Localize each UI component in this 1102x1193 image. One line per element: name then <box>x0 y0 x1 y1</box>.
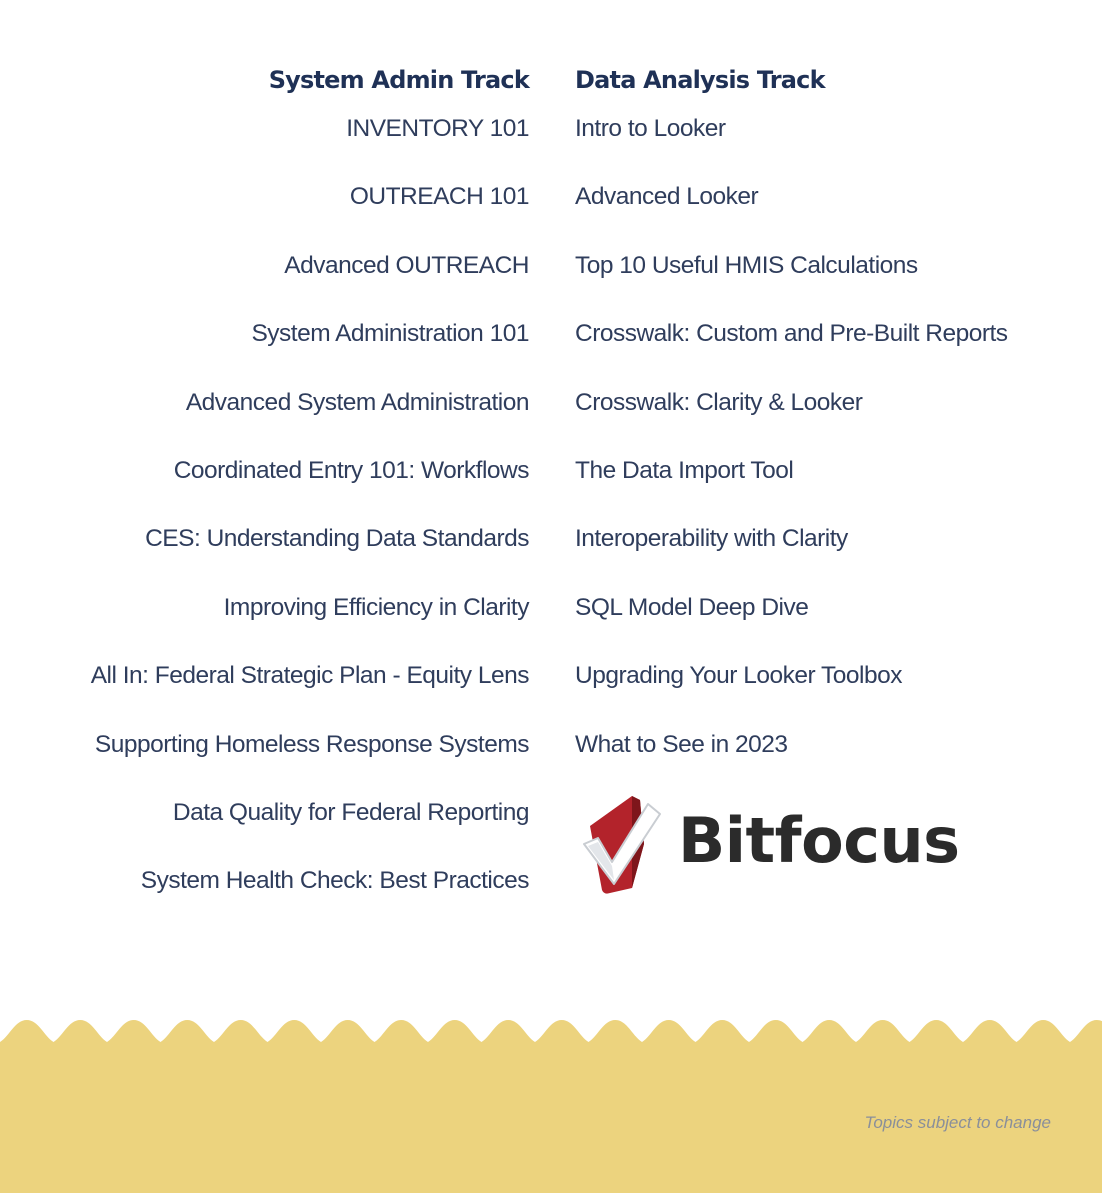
admin-topic: System Health Check: Best Practices <box>140 867 529 895</box>
data-track-heading: Data Analysis Track <box>575 66 825 94</box>
data-track-list <box>575 114 1008 798</box>
admin-topic: Coordinated Entry 101: Workflows <box>173 456 529 484</box>
admin-topic: System Administration 101 <box>251 320 529 348</box>
admin-track-list <box>91 114 529 935</box>
data-topic: Crosswalk: Clarity & Looker <box>575 388 863 416</box>
data-topic: Advanced Looker <box>575 183 759 211</box>
data-topic: SQL Model Deep Dive <box>575 593 809 621</box>
data-topic: Crosswalk: Custom and Pre-Built Reports <box>575 320 1008 348</box>
data-topic: Interoperability with Clarity <box>575 525 848 553</box>
admin-topic: Data Quality for Federal Reporting <box>172 798 529 826</box>
disclaimer-note: Topics subject to change <box>864 1113 1051 1132</box>
admin-topic: Improving Efficiency in Clarity <box>223 593 529 621</box>
checkmark-logo-icon <box>580 792 670 896</box>
admin-topic: OUTREACH 101 <box>349 183 529 211</box>
admin-topic: Advanced System Administration <box>185 388 529 416</box>
bitfocus-logo <box>580 792 960 896</box>
scalloped-footer-band <box>0 1010 1102 1193</box>
admin-topic: INVENTORY 101 <box>346 115 529 142</box>
admin-track-heading: System Admin Track <box>268 66 529 94</box>
admin-topic: CES: Understanding Data Standards <box>145 525 529 553</box>
admin-topic: All In: Federal Strategic Plan - Equity Lens <box>90 662 529 690</box>
logo-wordmark: Bitfocus <box>678 804 960 877</box>
data-topic: Upgrading Your Looker Toolbox <box>575 662 902 690</box>
data-topic: The Data Import Tool <box>575 456 794 484</box>
data-topic: Intro to Looker <box>575 115 726 142</box>
admin-topic: Advanced OUTREACH <box>284 251 529 279</box>
data-topic: What to See in 2023 <box>575 730 788 758</box>
admin-topic: Supporting Homeless Response Systems <box>94 730 529 758</box>
data-topic: Top 10 Useful HMIS Calculations <box>575 251 918 279</box>
